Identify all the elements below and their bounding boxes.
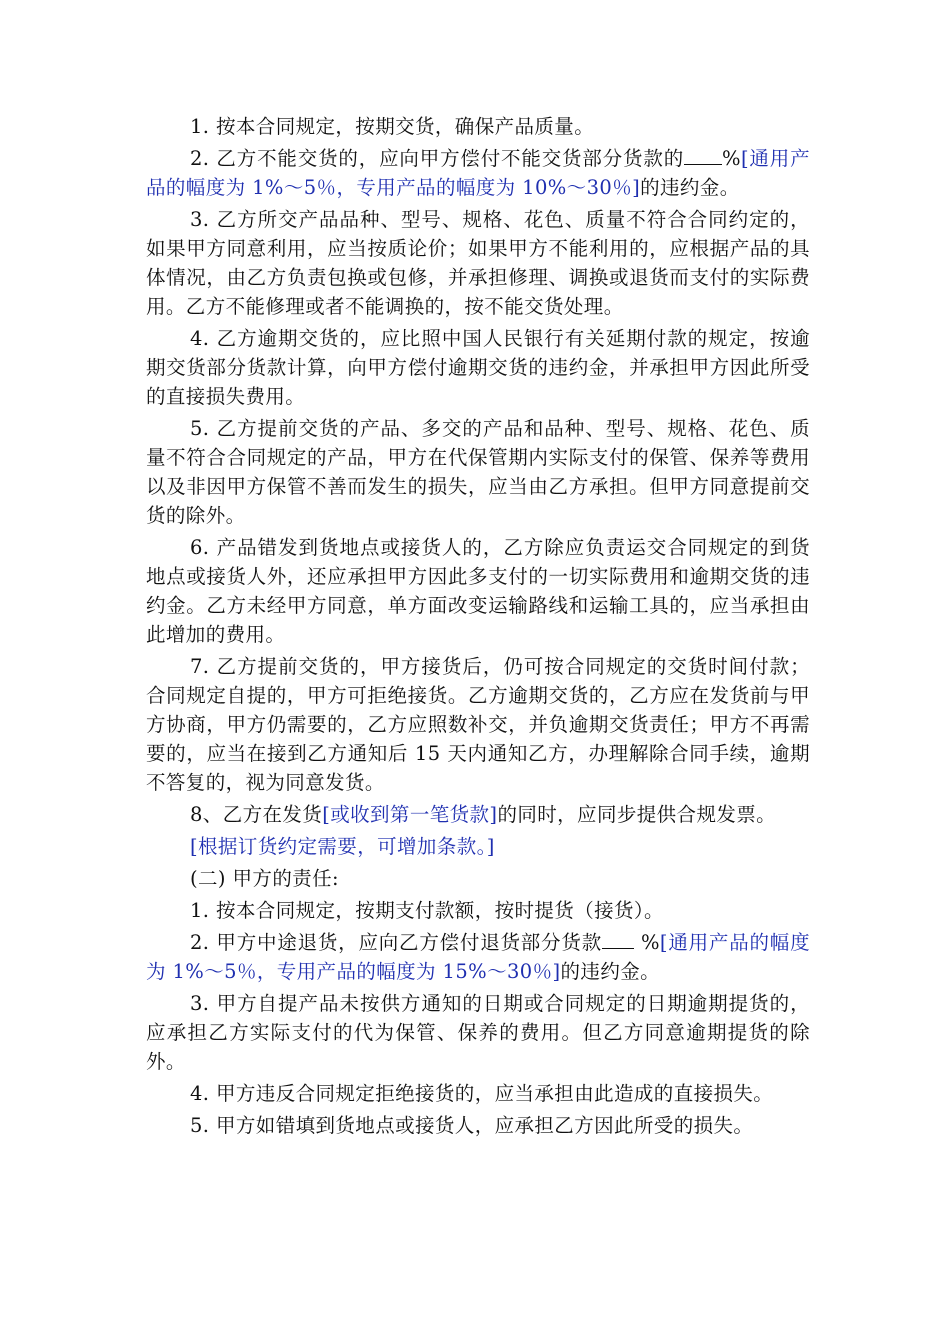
clause-5: 5. 乙方提前交货的产品、多交的产品和品种、型号、规格、花色、质量不符合合同规定的产品，甲方在代保管期内实际支付的保管、保养等费用以及非因甲方保管不善而发生的损失，应当由乙方承担。但甲方同意提前交货的除外。 <box>146 417 810 527</box>
clause-8-text: 8、乙方在发货 <box>190 803 323 826</box>
document-body <box>146 112 810 1143</box>
clause-1: 1. 按本合同规定，按期交货，确保产品质量。 <box>190 115 595 138</box>
clause-2-text: 2. 乙方不能交货的，应向甲方偿付不能交货部分货款的 <box>190 147 685 170</box>
clause-6: 6. 产品错发到货地点或接货人的，乙方除应负责运交合同规定的到货地点或接货人外，还应承担甲方因此多支付的一切实际费用和逾期交货的违约金。乙方未经甲方同意，单方面改变运输路线和运输工具的，应当承担由此增加的费用。 <box>146 536 810 646</box>
fill-blank <box>684 144 722 165</box>
clause-2-tail: 的违约金。 <box>640 176 740 199</box>
clause-2 <box>146 144 810 202</box>
party-a-clause-2-note: [通用产品的幅度为 1%～5％，专用产品的幅度为 15%～30％] <box>146 931 810 983</box>
party-a-clause-2-text: 2. 甲方中途退货，应向乙方偿付退货部分货款 <box>190 931 602 954</box>
party-a-clause-3: 3. 甲方自提产品未按供方通知的日期或合同规定的日期逾期提货的，应承担乙方实际支付的代为保管、保养的费用。但乙方同意逾期提货的除外。 <box>146 992 810 1073</box>
percent-sign: % <box>722 147 741 170</box>
clause-2-note: [通用产品的幅度为 1%～5％，专用产品的幅度为 10%～30％] <box>146 147 810 199</box>
party-a-clause-2-tail: 的违约金。 <box>560 960 661 983</box>
percent-sign: % <box>640 931 660 954</box>
party-a-clause-2 <box>146 928 810 986</box>
section-2-title: (二) 甲方的责任: <box>190 867 339 890</box>
fill-blank <box>602 928 634 949</box>
party-a-clause-5: 5. 甲方如错填到货地点或接货人，应承担乙方因此所受的损失。 <box>190 1114 754 1137</box>
party-a-clause-1: 1. 按本合同规定，按期支付款额，按时提货（接货）。 <box>190 899 664 922</box>
clause-4: 4. 乙方逾期交货的，应比照中国人民银行有关延期付款的规定，按逾期交货部分货款计算，向甲方偿付逾期交货的违约金，并承担甲方因此所受的直接损失费用。 <box>146 327 810 408</box>
clause-8-tail: 的同时，应同步提供合规发票。 <box>497 803 777 826</box>
party-a-clause-4: 4. 甲方违反合同规定拒绝接货的，应当承担由此造成的直接损失。 <box>190 1082 774 1105</box>
clause-3: 3. 乙方所交产品品种、型号、规格、花色、质量不符合合同约定的，如果甲方同意利用，应当按质论价；如果甲方不能利用的，应根据产品的具体情况，由乙方负责包换或包修，并承担修理、调换或退货而支付的实际费用。乙方不能修理或者不能调换的，按不能交货处理。 <box>146 208 810 318</box>
clause-8 <box>146 800 810 829</box>
clause-8-note: [或收到第一笔货款] <box>322 803 498 826</box>
additional-clause-note: [根据订货约定需要，可增加条款。] <box>190 835 495 858</box>
clause-7: 7. 乙方提前交货的，甲方接货后，仍可按合同规定的交货时间付款；合同规定自提的，甲方可拒绝接货。乙方逾期交货的，乙方应在发货前与甲方协商，甲方仍需要的，乙方应照数补交，并负逾期交货责任；甲方不再需要的，应当在接到乙方通知后 15 天内通知乙方，办理解除合同手续，逾期不答复的，视为同意发货。 <box>146 655 810 794</box>
